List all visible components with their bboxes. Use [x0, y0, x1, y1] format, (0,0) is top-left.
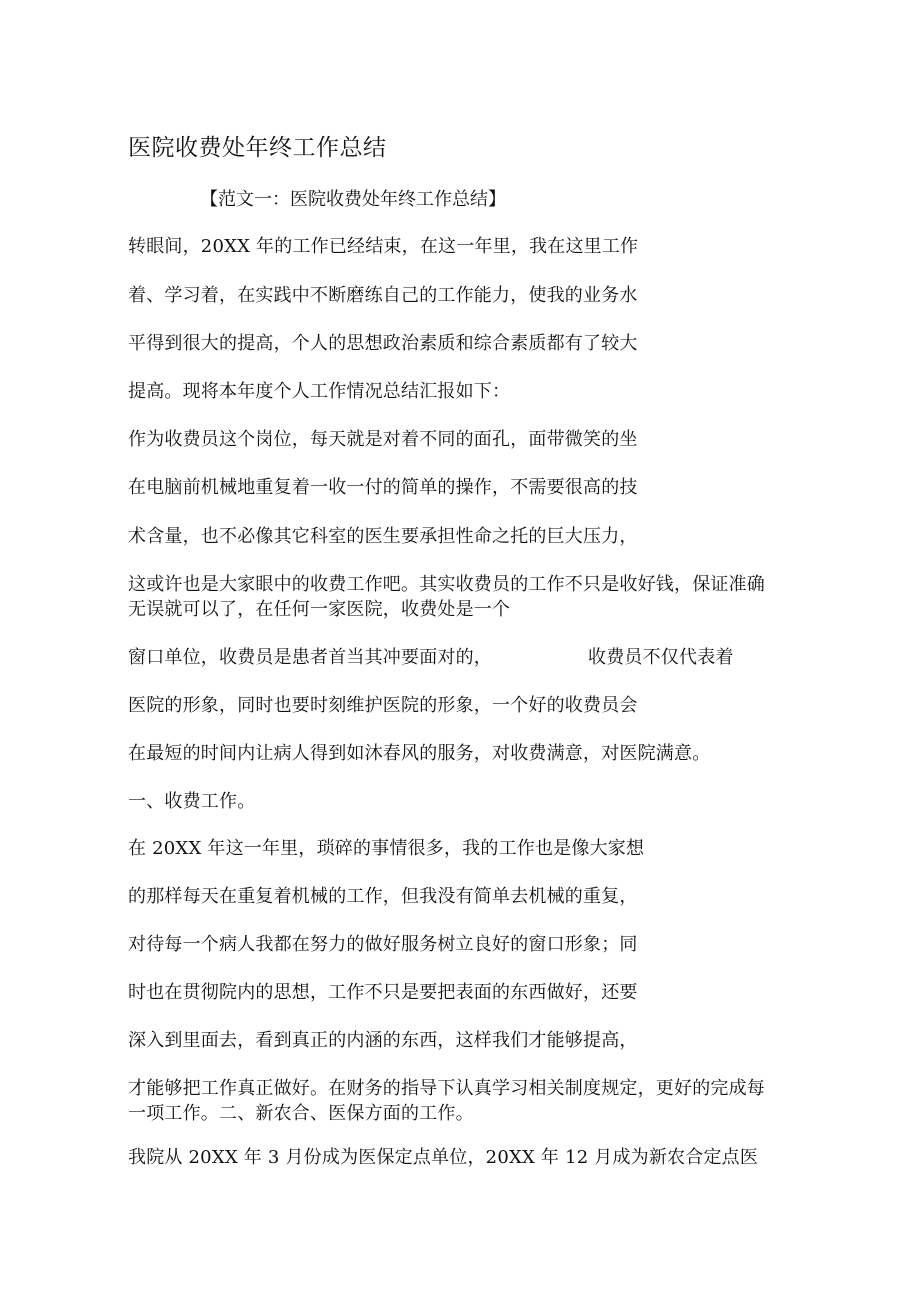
paragraph-line: 这或许也是大家眼中的收费工作吧。其实收费员的工作不只是收好钱，保证准确: [128, 574, 765, 595]
paragraph-line-part: 窗口单位，收费员是患者首当其冲要面对的，: [128, 647, 492, 668]
document-title: 医院收费处年终工作总结: [128, 135, 387, 161]
paragraph-line: 在最短的时间内让病人得到如沐春风的服务，对收费满意，对医院满意。: [128, 743, 711, 764]
paragraph-line-split: [128, 645, 734, 671]
paragraph-line: 的那样每天在重复着机械的工作，但我没有简单去机械的重复，: [128, 886, 638, 907]
paragraph-line: 作为收费员这个岗位，每天就是对着不同的面孔，面带微笑的坐: [128, 429, 638, 450]
paragraph-line: 着、学习着，在实践中不断磨练自己的工作能力，使我的业务水: [128, 285, 638, 306]
paragraph-line: 在电脑前机械地重复着一收一付的简单的操作，不需要很高的技: [128, 477, 638, 498]
paragraph-line-part: 收费员不仅代表着: [588, 647, 734, 668]
paragraph-line: 平得到很大的提高，个人的思想政治素质和综合素质都有了较大: [128, 333, 638, 354]
document-subtitle: 【范文一：医院收费处年终工作总结】: [200, 189, 506, 210]
paragraph-line: 对待每一个病人我都在努力的做好服务树立良好的窗口形象；同: [128, 934, 638, 955]
paragraph-line: 我院从 20XX 年 3 月份成为医保定点单位，20XX 年 12 月成为新农合定点医: [128, 1147, 759, 1168]
paragraph-line: 医院的形象，同时也要时刻维护医院的形象，一个好的收费员会: [128, 695, 638, 716]
paragraph-line: 才能够把工作真正做好。在财务的指导下认真学习相关制度规定，更好的完成每: [128, 1078, 765, 1099]
paragraph-line: 时也在贯彻院内的思想，工作不只是要把表面的东西做好，还要: [128, 982, 638, 1003]
section-heading: 一、收费工作。: [128, 791, 256, 812]
paragraph-line: 术含量，也不必像其它科室的医生要承担性命之托的巨大压力，: [128, 526, 638, 547]
paragraph-line: 提高。现将本年度个人工作情况总结汇报如下：: [128, 381, 511, 402]
paragraph-line: 一项工作。二、新农合、医保方面的工作。: [128, 1103, 474, 1124]
paragraph-line: 深入到里面去，看到真正的内涵的东西，这样我们才能够提高，: [128, 1030, 638, 1051]
paragraph-line: 无误就可以了，在任何一家医院，收费处是一个: [128, 599, 511, 620]
paragraph-line: 在 20XX 年这一年里，琐碎的事情很多，我的工作也是像大家想: [128, 838, 645, 859]
paragraph-line: 转眼间，20XX 年的工作已经结束，在这一年里，我在这里工作: [128, 236, 639, 257]
